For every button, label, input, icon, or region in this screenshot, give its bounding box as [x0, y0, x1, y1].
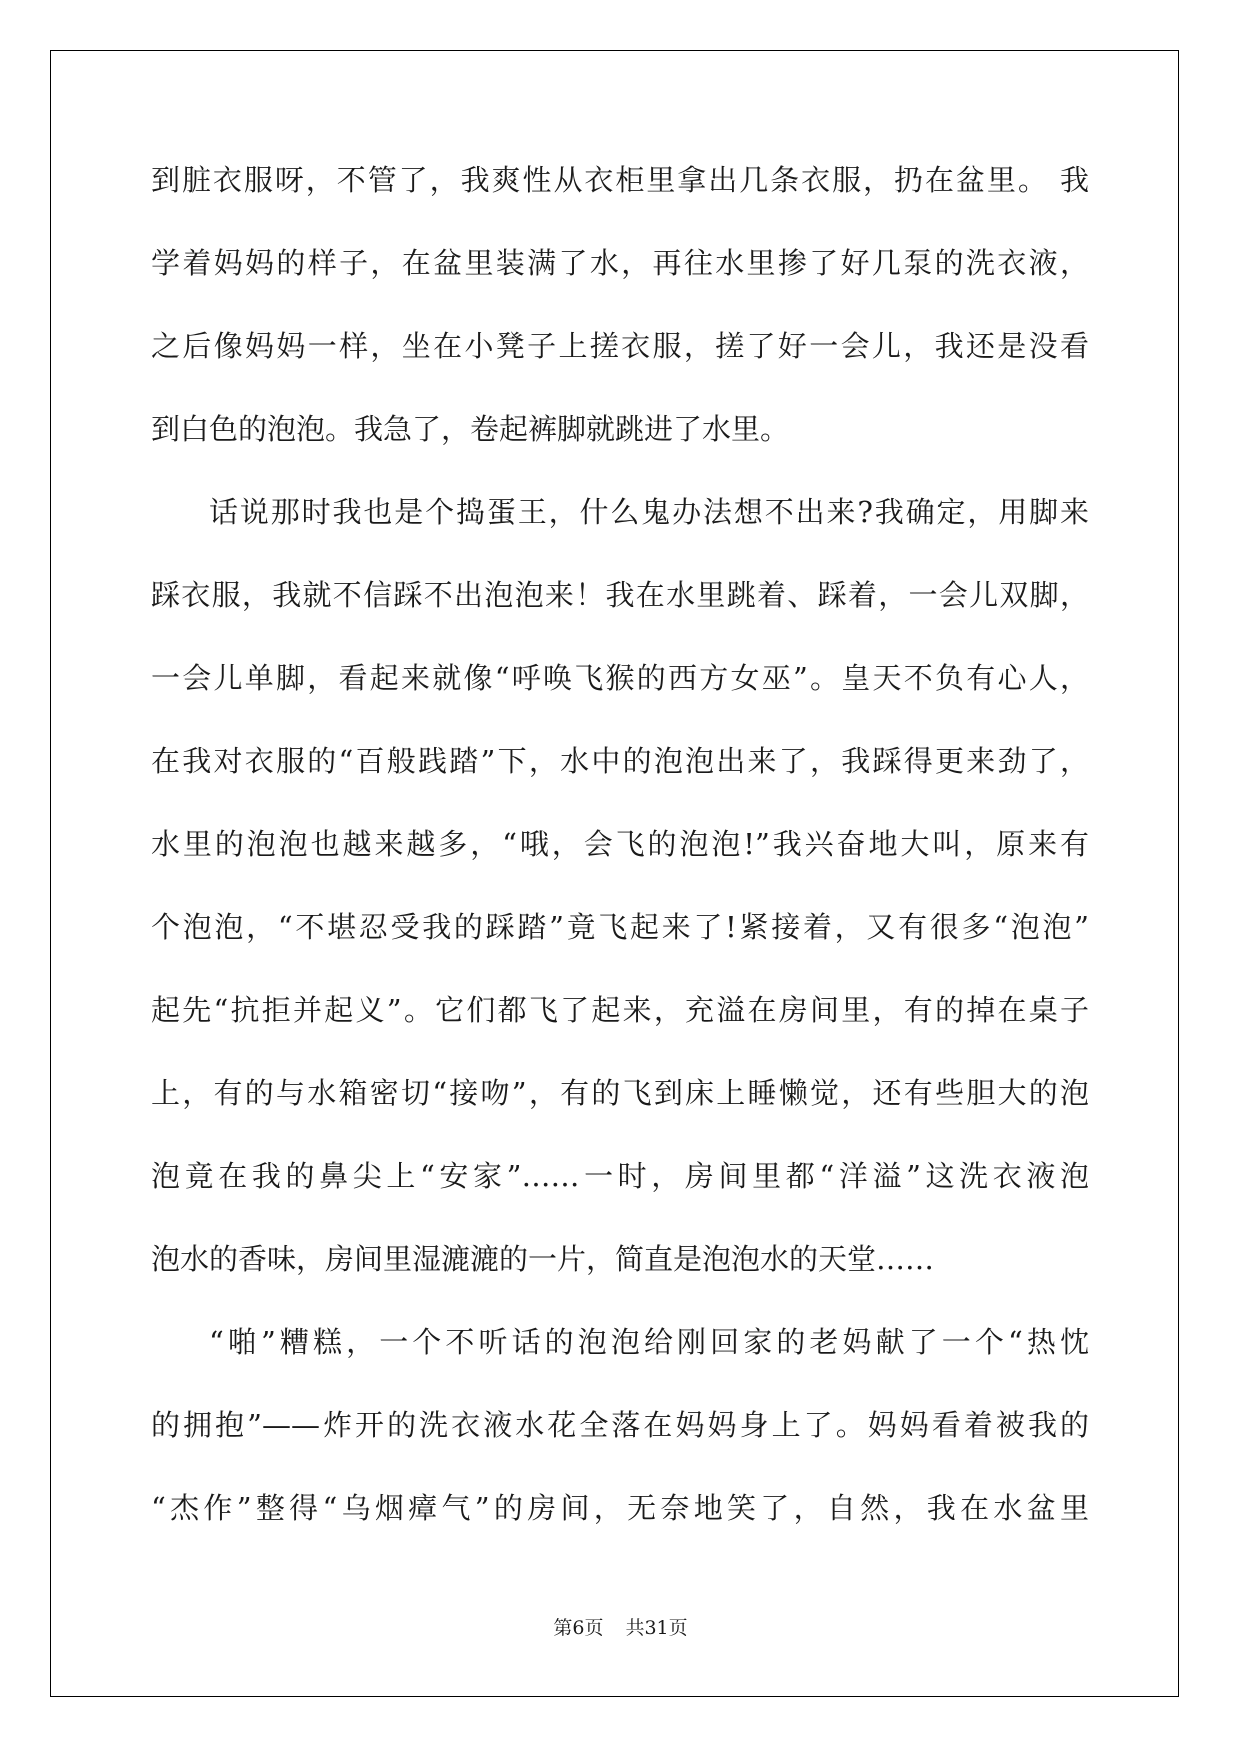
text-line: 起先“抗拒并起义”。它们都飞了起来，充溢在房间里，有的掉在桌子 [151, 993, 1089, 1027]
page-footer [0, 1613, 1241, 1640]
text-line: 之后像妈妈一样，坐在小凳子上搓衣服，搓了好一会儿，我还是没看 [151, 329, 1089, 363]
text-line: 学着妈妈的样子，在盆里装满了水，再往水里掺了好几泵的洗衣液， [151, 246, 1089, 280]
text-line: 水里的泡泡也越来越多，“哦，会飞的泡泡!”我兴奋地大叫，原来有 [151, 827, 1089, 861]
paragraph-first-line: 话说那时我也是个捣蛋王，什么鬼办法想不出来?我确定，用脚来 [209, 495, 1089, 529]
text-line: 上，有的与水箱密切“接吻”，有的飞到床上睡懒觉，还有些胆大的泡 [151, 1076, 1089, 1110]
text-line: 泡竟在我的鼻尖上“安家”……一时，房间里都“洋溢”这洗衣液泡 [151, 1159, 1089, 1193]
text-line: 的拥抱”——炸开的洗衣液水花全落在妈妈身上了。妈妈看着被我的 [151, 1408, 1089, 1442]
paragraph-first-line: “啪”糟糕，一个不听话的泡泡给刚回家的老妈献了一个“热忱 [209, 1325, 1089, 1359]
text-line: 泡水的香味，房间里湿漉漉的一片，简直是泡泡水的天堂…… [151, 1242, 935, 1276]
text-line: 到白色的泡泡。我急了，卷起裤脚就跳进了水里。 [151, 412, 790, 446]
text-line: “杰作”整得“乌烟瘴气”的房间，无奈地笑了，自然，我在水盆里 [151, 1491, 1089, 1525]
page-total: 共31页 [625, 1617, 688, 1639]
page-number: 第6页 [553, 1617, 604, 1639]
text-line: 到脏衣服呀，不管了，我爽性从衣柜里拿出几条衣服，扔在盆里。 我 [151, 163, 1089, 197]
text-line: 在我对衣服的“百般践踏”下，水中的泡泡出来了，我踩得更来劲了， [151, 744, 1089, 778]
text-line: 踩衣服，我就不信踩不出泡泡来！我在水里跳着、踩着，一会儿双脚， [151, 578, 1089, 612]
document-body [151, 162, 1089, 1573]
text-line: 个泡泡，“不堪忍受我的踩踏”竟飞起来了!紧接着，又有很多“泡泡” [151, 910, 1089, 944]
text-line: 一会儿单脚，看起来就像“呼唤飞猴的西方女巫”。皇天不负有心人， [151, 661, 1089, 695]
